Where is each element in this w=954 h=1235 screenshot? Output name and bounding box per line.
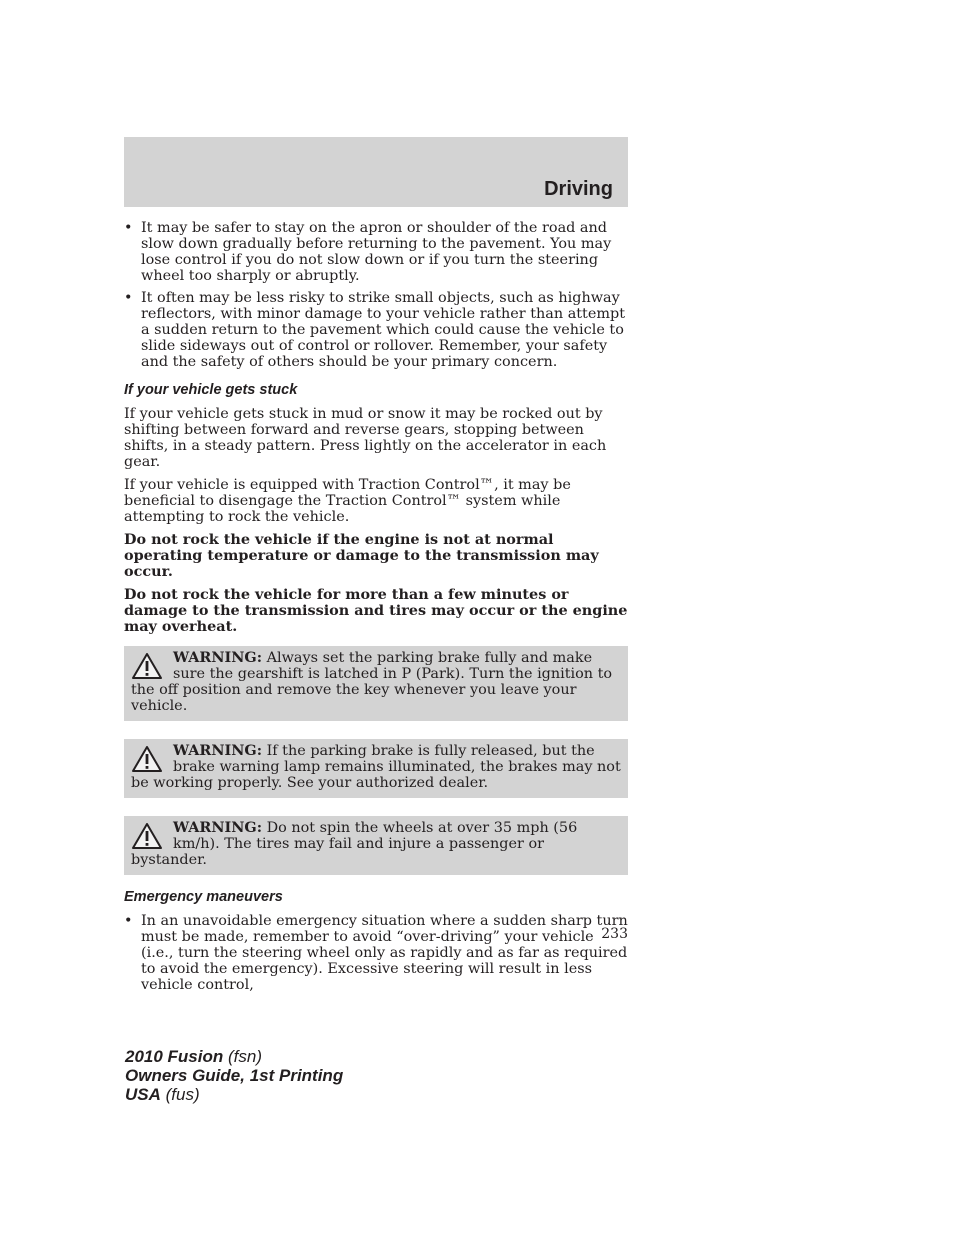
list-item	[124, 220, 628, 284]
bullet-icon: •	[124, 913, 133, 929]
section-header	[124, 137, 628, 207]
warning-text: Do not spin the wheels at over 35 mph (56 km/h). The tires may fail and injure a passenger or bystander.	[131, 820, 578, 868]
warning-triangle-icon	[131, 822, 163, 850]
footer-region-code: (fus)	[160, 1085, 200, 1104]
footer-model: 2010 Fusion	[125, 1047, 224, 1066]
bullet-text: It may be safer to stay on the apron or shoulder of the road and slow down gradually before returning to the pavement. You may lose control if you do not slow down or if you turn the steering wheel too sharply or abruptly.	[141, 220, 612, 284]
warning-box	[124, 816, 628, 875]
footer	[125, 1047, 343, 1104]
list-item	[124, 290, 628, 370]
footer-line: Owners Guide, 1st Printing	[125, 1066, 344, 1085]
warning-triangle-icon	[131, 745, 163, 773]
bold-paragraph: Do not rock the vehicle if the engine is not at normal operating temperature or damage to the transmission may occur.	[124, 531, 599, 580]
bold-paragraph: Do not rock the vehicle for more than a few minutes or damage to the transmission and tires may occur or the engine may overheat.	[124, 586, 628, 635]
subheading-stuck: If your vehicle gets stuck	[124, 382, 298, 398]
page-number: 233	[601, 926, 628, 942]
warning-box	[124, 739, 628, 798]
bullet-text: In an unavoidable emergency situation where a sudden sharp turn must be made, remember to avoid “over-driving” your vehicle (i.e., turn the steering wheel only as rapidly and as far as required to avoid the emergency). Excessive steering will result in less vehicle control,	[141, 913, 628, 993]
paragraph: If your vehicle gets stuck in mud or snow it may be rocked out by shifting between forward and reverse gears, stopping between shifts, in a steady pattern. Press lightly on the accelerator in each gear.	[124, 406, 607, 470]
bullet-text: It often may be less risky to strike small objects, such as highway reflectors, with minor damage to your vehicle rather than attempt a sudden return to the pavement which could cause the vehicle to slide sideways out of control or rollover. Remember, your safety and the safety of others should be your primary concern.	[141, 290, 625, 370]
section-title: Driving	[544, 178, 613, 200]
warning-label: WARNING:	[173, 819, 263, 836]
footer-model-code: (fsn)	[223, 1047, 262, 1066]
bullet-icon: •	[124, 290, 133, 306]
warning-label: WARNING:	[173, 742, 263, 759]
warning-text: If the parking brake is fully released, but the brake warning lamp remains illuminated, the brakes may not be working properly. See your authorized dealer.	[131, 743, 621, 791]
page-content	[124, 220, 628, 999]
warning-text: Always set the parking brake fully and make sure the gearshift is latched in P (Park). Turn the ignition to the off position and remove the key whenever you leave your vehicle.	[131, 650, 613, 714]
warning-label: WARNING:	[173, 649, 263, 666]
footer-line	[125, 1085, 343, 1104]
footer-region: USA	[125, 1085, 161, 1104]
paragraph: If your vehicle is equipped with Traction Control™, it may be beneficial to disengage the Traction Control™ system while attempting to rock the vehicle.	[124, 477, 571, 525]
subheading-emergency: Emergency maneuvers	[124, 889, 283, 905]
warning-box	[124, 646, 628, 721]
warning-triangle-icon	[131, 652, 163, 680]
bullet-icon: •	[124, 220, 133, 236]
list-item	[124, 913, 628, 993]
footer-line	[125, 1047, 343, 1066]
